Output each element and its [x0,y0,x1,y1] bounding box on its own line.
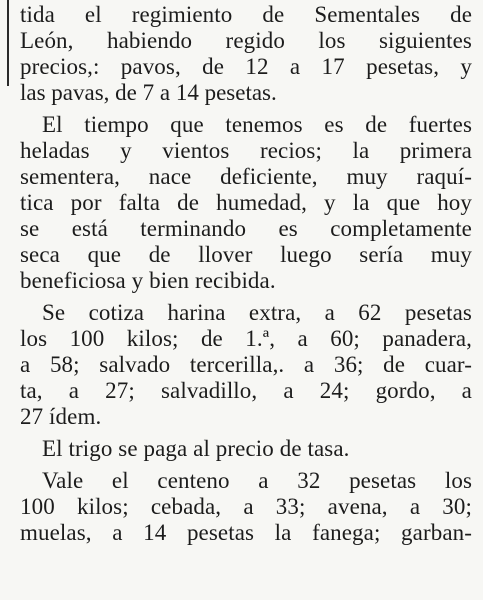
text-line: seca que de llover luego sería muy [20,242,472,267]
text-line: León, habiendo regido los siguientes [20,28,472,53]
text-line: los 100 kilos; de 1.ª, a 60; panadera, [20,326,472,351]
paragraph-turkey-prices [20,2,472,106]
text-line: muelas, a 14 pesetas la fanega; garban- [20,520,472,545]
text-line: tica por falta de humedad, y la que hoy [20,190,472,215]
text-line: El trigo se paga al precio de tasa. [42,436,350,461]
text-line: precios,: pavos, de 12 a 17 pesetas, y [20,54,472,79]
text-line: las pavas, de 7 a 14 pesetas. [20,80,277,105]
article-column [20,2,472,552]
text-line: beneficiosa y bien recibida. [20,268,276,293]
text-line: tida el regimiento de Sementales de [20,2,472,27]
text-line: 27 ídem. [20,404,102,429]
text-line: sementera, nace deficiente, muy raquí- [20,164,472,189]
paragraph-wheat-price [20,436,472,462]
text-line: a 58; salvado tercerilla,. a 36; de cuar- [20,352,472,377]
text-line: se está terminando es completamente [20,216,472,241]
text-line: 100 kilos; cebada, a 33; avena, a 30; [20,494,472,519]
column-rule [7,0,9,86]
text-line: Vale el centeno a 32 pesetas los [42,468,472,493]
paragraph-grain-prices [20,468,472,546]
paragraph-flour-prices [20,300,472,430]
text-line: heladas y vientos recios; la primera [20,138,472,163]
text-line: El tiempo que tenemos es de fuertes [42,112,472,137]
text-line: Se cotiza harina extra, a 62 pesetas [42,300,472,325]
paragraph-weather [20,112,472,294]
text-line: ta, a 27; salvadillo, a 24; gordo, a [20,378,472,403]
